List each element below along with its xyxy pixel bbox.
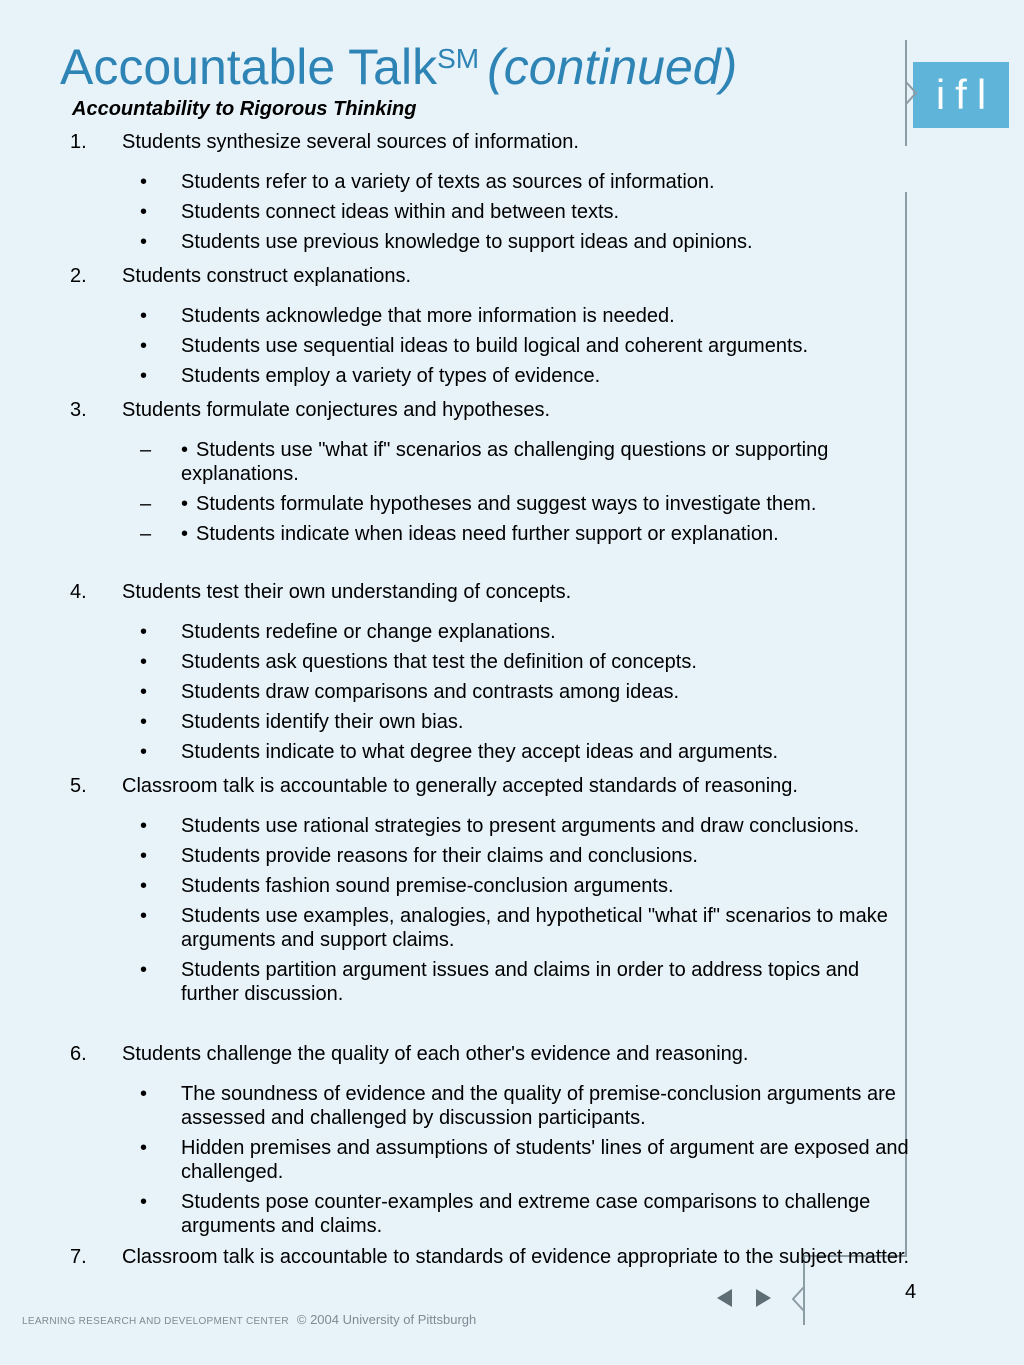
bullet-dot-icon: • [140, 335, 148, 357]
bullet-list [0, 304, 910, 388]
item-number: 2. [70, 265, 87, 287]
bullet-item [0, 200, 910, 224]
bullet-list [0, 814, 910, 1006]
item-text: Students challenge the quality of each other's evidence and reasoning. [122, 1043, 749, 1065]
bullet-item [0, 904, 910, 952]
bullet-text: Students pose counter-examples and extreme case comparisons to challenge arguments and claims. [181, 1191, 871, 1237]
top-notch [905, 82, 919, 104]
item-number: 3. [70, 399, 87, 421]
item-number: 4. [70, 581, 87, 603]
item-text: Students synthesize several sources of information. [122, 131, 579, 153]
footer-organization: LEARNING RESEARCH AND DEVELOPMENT CENTER [22, 1316, 289, 1327]
bullet-dot-icon: • [140, 1083, 148, 1105]
bullet-text: Students indicate when ideas need further support or explanation. [196, 523, 779, 545]
numbered-item-4 [0, 580, 910, 770]
bullet-dot-icon: • [140, 305, 148, 327]
bullet-text: Hidden premises and assumptions of students' lines of argument are exposed and challenged. [181, 1137, 909, 1183]
triangle-right-icon [752, 1287, 774, 1309]
item-line [0, 130, 910, 154]
bullet-dot-icon: • [140, 365, 148, 387]
triangle-left-icon [714, 1287, 736, 1309]
bullet-item [0, 620, 910, 644]
title-service-mark: SM [437, 43, 480, 74]
bullet-dot-icon: • [140, 875, 148, 897]
item-line [0, 264, 910, 288]
bullet-list [0, 438, 910, 546]
bottom-notch [791, 1287, 805, 1311]
bullet-text: Students use rational strategies to present arguments and draw conclusions. [181, 815, 860, 837]
bullet-text: Students connect ideas within and between texts. [181, 201, 620, 223]
bullet-dot-icon: • [140, 741, 148, 763]
item-number: 6. [70, 1043, 87, 1065]
bullet-item [0, 874, 910, 898]
item-text: Students formulate conjectures and hypotheses. [122, 399, 551, 421]
bullet-text: Students employ a variety of types of evidence. [181, 365, 601, 387]
dash-marker-icon: – [140, 439, 152, 461]
bullet-dot-icon: • [181, 439, 189, 461]
item-number: 1. [70, 131, 87, 153]
numbered-item-3 [0, 398, 910, 552]
bullet-dot-icon: • [140, 711, 148, 733]
item-text: Students construct explanations. [122, 265, 412, 287]
item-line [0, 1245, 910, 1269]
bullet-text: Students use "what if" scenarios as challenging questions or supporting explanations. [181, 439, 829, 485]
bullet-item [0, 680, 910, 704]
bullet-list [0, 1082, 910, 1238]
item-text: Classroom talk is accountable to standards of evidence appropriate to the subject matter. [122, 1246, 910, 1268]
bullet-dot-icon: • [140, 681, 148, 703]
dash-marker-icon: – [140, 523, 152, 545]
title-text: Accountable Talk [60, 39, 438, 95]
item-number: 5. [70, 775, 87, 797]
bullet-item [0, 1136, 910, 1184]
bullet-text: Students indicate to what degree they accept ideas and arguments. [181, 741, 779, 763]
page-number: 4 [905, 1281, 917, 1303]
bullet-text: Students ask questions that test the definition of concepts. [181, 651, 697, 673]
bullet-dot-icon: • [140, 845, 148, 867]
bullet-dot-icon: • [140, 1191, 148, 1213]
bullet-dot-icon: • [181, 493, 189, 515]
item-text: Classroom talk is accountable to generally accepted standards of reasoning. [122, 775, 798, 797]
bullet-text: Students redefine or change explanations. [181, 621, 556, 643]
numbered-item-6 [0, 1042, 910, 1244]
bullet-item [0, 230, 910, 254]
bullet-item [0, 814, 910, 838]
bullet-text: Students provide reasons for their claims and conclusions. [181, 845, 698, 867]
bullet-list [0, 170, 910, 254]
bullet-item [0, 170, 910, 194]
bullet-item [0, 844, 910, 868]
bullet-item [0, 364, 910, 388]
dash-marker-icon: – [140, 493, 152, 515]
bullet-dot-icon: • [140, 815, 148, 837]
item-text: Students test their own understanding of concepts. [122, 581, 572, 603]
bullet-dot-icon: • [181, 523, 189, 545]
bullet-item [0, 710, 910, 734]
numbered-item-5 [0, 774, 910, 1012]
bullet-item [0, 740, 910, 764]
bullet-text: Students identify their own bias. [181, 711, 464, 733]
bullet-item [0, 492, 910, 516]
bullet-list [0, 620, 910, 764]
bullet-item [0, 1190, 910, 1238]
bullet-dot-icon: • [140, 651, 148, 673]
page-title [60, 40, 737, 95]
footer-copyright: © 2004 University of Pittsburgh [296, 1312, 477, 1327]
bullet-item [0, 522, 910, 546]
bullet-item [0, 958, 910, 1006]
bullet-text: Students use sequential ideas to build logical and coherent arguments. [181, 335, 809, 357]
item-line [0, 774, 910, 798]
section-subtitle: Accountability to Rigorous Thinking [72, 98, 417, 120]
bullet-item [0, 1082, 910, 1130]
item-number: 7. [70, 1246, 87, 1268]
item-line [0, 580, 910, 604]
next-slide-button[interactable] [752, 1287, 774, 1309]
numbered-item-2 [0, 264, 910, 394]
bullet-dot-icon: • [140, 1137, 148, 1159]
bullet-dot-icon: • [140, 621, 148, 643]
bullet-item [0, 334, 910, 358]
title-suffix: (continued) [487, 39, 738, 95]
bullet-text: Students formulate hypotheses and suggest ways to investigate them. [196, 493, 817, 515]
bullet-text: Students use previous knowledge to support ideas and opinions. [181, 231, 753, 253]
footer [22, 1312, 476, 1327]
previous-slide-button[interactable] [714, 1287, 736, 1309]
bullet-text: Students partition argument issues and claims in order to address topics and further discussion. [181, 959, 860, 1005]
bullet-item [0, 304, 910, 328]
bullet-text: The soundness of evidence and the quality of premise-conclusion arguments are assessed and challenged by discussion participants. [181, 1083, 896, 1129]
ifl-logo: ifl [913, 62, 1009, 128]
item-line [0, 398, 910, 422]
bullet-dot-icon: • [140, 905, 148, 927]
bullet-text: Students acknowledge that more information is needed. [181, 305, 675, 327]
bullet-dot-icon: • [140, 231, 148, 253]
bullet-text: Students fashion sound premise-conclusion arguments. [181, 875, 674, 897]
bullet-item [0, 438, 910, 486]
bullet-dot-icon: • [140, 171, 148, 193]
numbered-item-7 [0, 1245, 910, 1269]
bullet-text: Students draw comparisons and contrasts among ideas. [181, 681, 680, 703]
item-line [0, 1042, 910, 1066]
bullet-text: Students refer to a variety of texts as sources of information. [181, 171, 715, 193]
bullet-text: Students use examples, analogies, and hypothetical "what if" scenarios to make arguments and support claims. [181, 905, 888, 951]
bullet-dot-icon: • [140, 201, 148, 223]
bullet-dot-icon: • [140, 959, 148, 981]
numbered-item-1 [0, 130, 910, 260]
bullet-item [0, 650, 910, 674]
